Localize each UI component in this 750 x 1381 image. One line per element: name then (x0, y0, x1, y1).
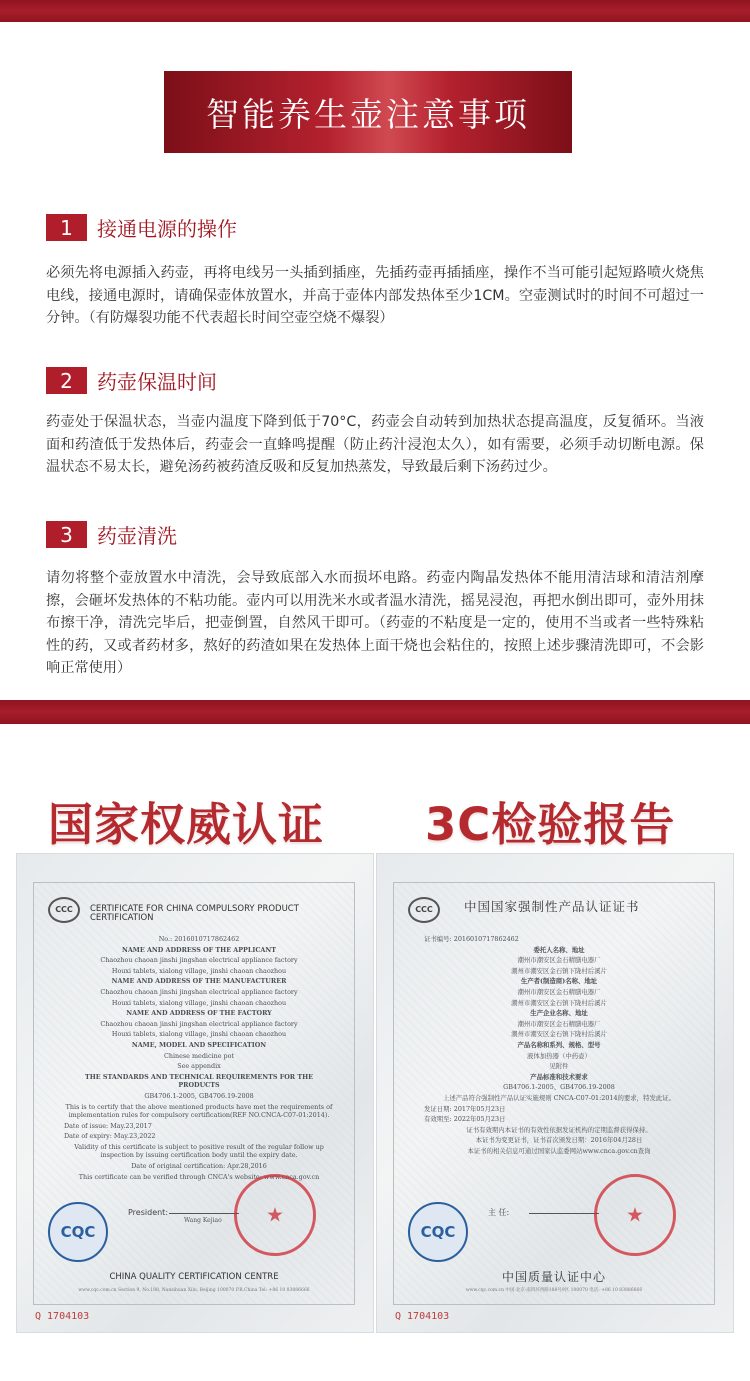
manufacturer-heading: NAME AND ADDRESS OF THE MANUFACTURER (111, 977, 287, 986)
expiry-date: Date of expiry: May.23,2022 (64, 1132, 156, 1141)
section-number-badge: 1 (46, 214, 87, 241)
section-number-badge: 2 (46, 367, 87, 394)
certificate-en-image (16, 853, 374, 1333)
see-appendix: See appendix (177, 1062, 221, 1071)
model-value: Chinese medicine pot (163, 1051, 235, 1060)
factory-address: 潮州市潮安区金石镇下陇村后溪片 (511, 1030, 607, 1039)
validity-note: Validity of this certificate is subject to positive result of the regular follow up inspection by issuing certification body until the expiry date. (74, 1142, 324, 1160)
standards-value: GB4706.1-2005、GB4706.19-2008 (503, 1083, 615, 1092)
certify-statement: 上述产品符合强制性产品认证实施规则 CNCA-C07-01:2014的要求，特发此证。 (442, 1093, 676, 1102)
section-number-badge: 3 (46, 521, 87, 548)
model-value: 液体加热器（中药壶） (527, 1051, 591, 1060)
certificate-title: CERTIFICATE FOR CHINA COMPULSORY PRODUCT CERTIFICATION (90, 904, 299, 923)
serial-number: Q 1704103 (395, 1311, 450, 1322)
original-certification-date: 本证书为变更证书，证书首次颁发日期：2016年04月28日 (475, 1136, 643, 1145)
president-label: President: (128, 1208, 169, 1218)
certificate-cn-image (376, 853, 734, 1333)
factory-name: Chaozhou chaoan jinshi jingshan electrical appliance factory (100, 1019, 298, 1028)
applicant-heading: NAME AND ADDRESS OF THE APPLICANT (122, 945, 276, 954)
section-1-text: 必须先将电源插入药壶，再将电线另一头插到插座，先插药壶再插插座，操作不当可能引起短路喷火烧焦电线，接通电源时，请确保壶体放置水，并高于壶体内部发热体至少1CM。空壶测试时的时间不可超过一分钟。（有防爆裂功能不代表超长时间空壶空烧不爆裂） (46, 265, 704, 326)
manufacturer-address: 潮州市潮安区金石镇下陇村后溪片 (511, 998, 607, 1007)
signature (169, 1200, 239, 1214)
issue-date: 发证日期: 2017年05月23日 (424, 1104, 506, 1113)
cqc-logo-icon: CQC (48, 1202, 108, 1262)
applicant-address: 潮州市潮安区金石镇下陇村后溪片 (511, 966, 607, 975)
applicant-heading: 委托人名称、地址 (533, 945, 585, 954)
official-seal-icon (234, 1174, 316, 1256)
manufacturer-name: 潮州市潮安区金石精膳电器厂 (517, 987, 601, 996)
model-heading: NAME, MODEL AND SPECIFICATION (131, 1040, 267, 1049)
top-banner-stripe (0, 0, 750, 22)
cqc-logo-icon: CQC (408, 1202, 468, 1262)
section-2-header (46, 366, 217, 395)
certify-statement: This is to certify that the above mentioned products have met the requirements of implementation rules for compulsory certification(REF NO.CNCA-C07-01:2014). (65, 1102, 333, 1120)
section-2-text: 药壶处于保温状态，当壶内温度下降到低于70°C，药壶会自动转到加热状态提高温度，反复循环。当液面和药渣低于发热体后，药壶会一直蜂鸣提醒（防止药汁浸泡太久），如有需要，必须手动切断电源。保温状态不易太长，避免汤药被药渣反吸和反复加热蒸发，导致最后剩下汤药过少。 (46, 414, 704, 475)
manufacturer-name: Chaozhou chaoan jinshi jingshan electrical appliance factory (100, 987, 298, 996)
issue-date: Date of issue: May.23,2017 (64, 1121, 152, 1130)
validity-note: 证书有效期内本证书的有效性依据发证机构的定期监督获得保持。 (466, 1125, 652, 1134)
factory-name: 潮州市潮安区金石精膳电器厂 (517, 1019, 601, 1028)
certificate-body (64, 935, 334, 1183)
3c-report-heading: 3C检验报告 (425, 798, 676, 851)
issuer-name: CHINA QUALITY CERTIFICATION CENTRE (109, 1272, 279, 1283)
section-1-header (46, 213, 237, 242)
expiry-date: 有效期至: 2022年05月23日 (424, 1115, 506, 1124)
official-seal-icon (594, 1174, 676, 1256)
standards-heading: 产品标准和技术要求 (530, 1072, 588, 1081)
issuer-contact: www.cqc.com.cn Section 9, No.188, Nansihuan Xilu, Beijing 100070 P.R.China Tel: +86 10 83886666 (78, 1288, 310, 1294)
page-title: 智能养生壶注意事项 (164, 71, 572, 153)
section-title: 接通电源的操作 (97, 217, 237, 241)
applicant-name: Chaozhou chaoan jinshi jingshan electrical appliance factory (100, 956, 298, 965)
section-3-header (46, 520, 177, 549)
standards-heading: THE STANDARDS AND TECHNICAL REQUIREMENTS FOR THE PRODUCTS (85, 1072, 313, 1090)
factory-heading: NAME AND ADDRESS OF THE FACTORY (126, 1009, 272, 1018)
certificate-title: 中国国家强制性产品认证证书 (464, 899, 640, 914)
certificate-en-paper (33, 882, 355, 1305)
applicant-address: Houxi tablets, xialong village, jinshi chaoan chaozhou (111, 966, 287, 975)
signatory-name: Wang Kejiao (184, 1217, 222, 1225)
authority-certification-heading: 国家权威认证 (48, 798, 325, 851)
verify-note: This certificate can be verified through CNCA's website: www.cnca.gov.cn (78, 1172, 320, 1181)
cert-number: 证书编号: 2016010717862462 (424, 935, 519, 943)
serial-number: Q 1704103 (35, 1311, 90, 1322)
applicant-name: 潮州市潮安区金石精膳电器厂 (517, 956, 601, 965)
section-title: 药壶清洗 (97, 524, 177, 548)
standards-value: GB4706.1-2005, GB4706.19-2008 (144, 1091, 254, 1100)
section-3-text: 请勿将整个壶放置水中清洗，会导致底部入水而损坏电路。药壶内陶晶发热体不能用清洁球和清洁剂摩擦，会砸坏发热体的不粘功能。壶内可以用洗米水或者温水清洗，摇晃浸泡，再把水倒出即可，壶外用抹布擦干净，清洗完毕后，把壶倒置，自然风干即可。（药壶的不粘度是一定的，使用不当或者一些特殊粘性的药，又或者药材多，熬好的药渣如果在发热体上面干烧也会粘住的，按照上述步骤清洗即可，不会影响正常使用） (46, 570, 704, 676)
factory-heading: 生产企业名称、地址 (530, 1009, 588, 1018)
ccc-logo-icon: CCC (48, 897, 80, 923)
director-label: 主 任: (488, 1208, 510, 1218)
see-appendix: 见附件 (549, 1062, 569, 1071)
verify-note: 本证书的相关信息可通过国家认监委网站www.cnca.gov.cn查询 (467, 1146, 651, 1155)
issuer-name: 中国质量认证中心 (501, 1270, 606, 1285)
section-title: 药壶保温时间 (97, 370, 217, 394)
manufacturer-heading: 生产者(制造商)名称、地址 (520, 977, 598, 986)
manufacturer-address: Houxi tablets, xialong village, jinshi chaoan chaozhou (111, 998, 287, 1007)
original-certification-date: Date of original certification: Apr.28,2016 (131, 1162, 267, 1171)
divider-stripe (0, 700, 750, 724)
cert-number: No.: 2016010717862462 (158, 935, 240, 943)
signature (529, 1200, 599, 1214)
model-heading: 产品名称和系列、规格、型号 (517, 1040, 601, 1049)
ccc-logo-icon: CCC (408, 897, 440, 923)
factory-address: Houxi tablets, xialong village, jinshi chaoan chaozhou (111, 1030, 287, 1039)
issuer-contact: www.cqc.com.cn 中国·北京·南四环西路188号9区 100070 电话: +86 10 83886666 (465, 1288, 643, 1294)
certificate-cn-paper (393, 882, 715, 1305)
certificate-body (424, 935, 694, 1157)
